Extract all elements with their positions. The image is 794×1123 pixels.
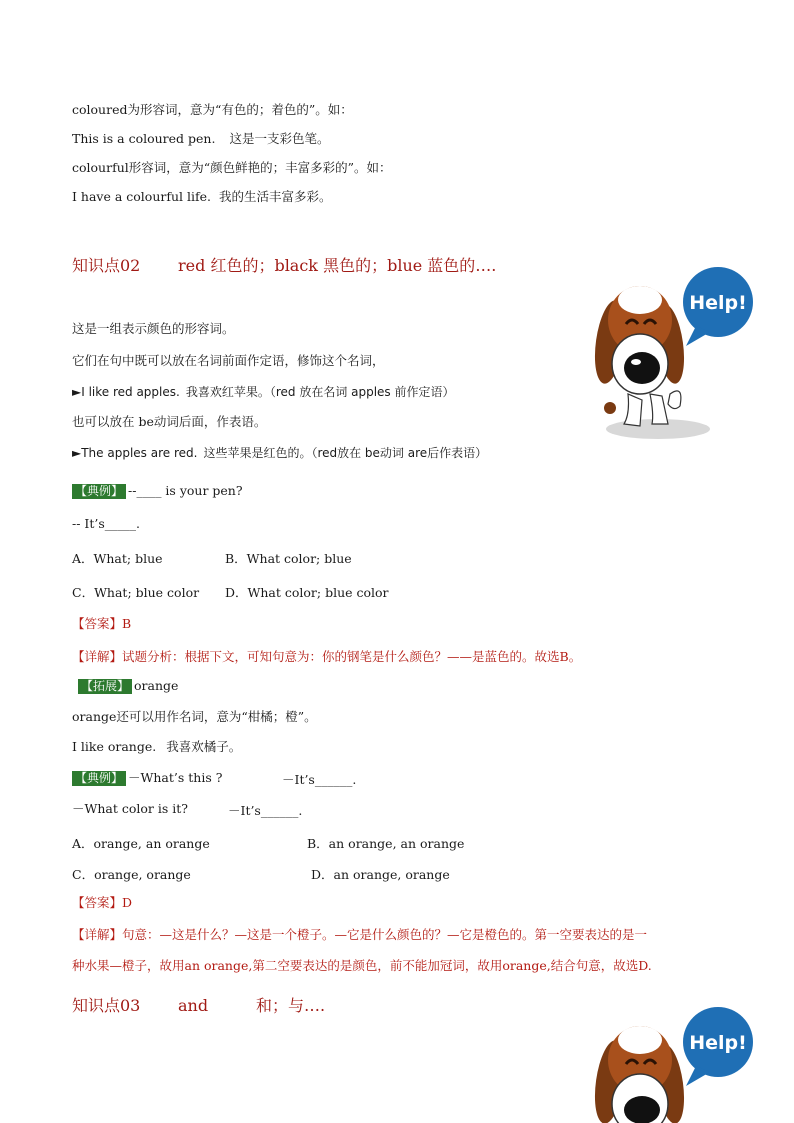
- option-b: B．What color; blue: [225, 551, 352, 566]
- help-bubble-text: Help!: [689, 292, 747, 314]
- option-a: A．What; blue: [72, 551, 163, 566]
- extension-line-1: orange还可以用作名词，意为“柑橘；橙”。: [72, 709, 317, 724]
- option-d: D．What color; blue color: [225, 585, 389, 600]
- extension-line-2: I like orange. 我喜欢橘子。: [72, 739, 242, 754]
- help-dog-illustration: [588, 264, 758, 444]
- example-2-answer: 【答案】D: [72, 895, 133, 910]
- example-sentence-2: ►The apples are red. 这些苹果是红色的。（red放在 be动词 are后作表语）: [72, 446, 488, 460]
- extension-heading: 【拓展】 orange: [72, 678, 178, 694]
- option-c: C．What; blue color: [72, 585, 200, 600]
- body-line-1: 这是一组表示颜色的形容词。: [72, 321, 235, 336]
- help-dog-illustration: [588, 1004, 758, 1123]
- example-2-reply-2: －It’s______.: [228, 803, 303, 818]
- option-c: C．orange, orange: [72, 867, 191, 882]
- intro-line-3: colourful形容词，意为“颜色鲜艳的；丰富多彩的”。如：: [72, 160, 392, 175]
- help-bubble-text: Help!: [689, 1032, 747, 1054]
- intro-line-2: This is a coloured pen. 这是一支彩色笔。: [72, 131, 330, 146]
- body-line-4: 也可以放在 be动词后面，作表语。: [72, 414, 267, 429]
- intro-line-4: I have a colourful life. 我的生活丰富多彩。: [72, 189, 332, 204]
- example-2-detail-1: 【详解】句意：—这是什么？—这是一个橙子。—它是什么颜色的？—它是橙色的。第一空要表达的是一: [72, 927, 648, 942]
- intro-line-1: coloured为形容词，意为“有色的；着色的”。如：: [72, 102, 353, 117]
- knowledge-point-03-heading: 知识点03 and 和；与….: [72, 996, 326, 1015]
- option-d: D．an orange, orange: [311, 867, 450, 882]
- extension-tag: 【拓展】: [78, 679, 132, 694]
- example-1-reply: -- It’s_____.: [72, 516, 140, 531]
- example-2-question-1: 【典例】 －What’s this ?: [72, 770, 222, 786]
- example-1-question: 【典例】 --____ is your pen?: [72, 483, 243, 499]
- example-sentence-1: ►I like red apples. 我喜欢红苹果。（red 放在名词 apples 前作定语）: [72, 385, 455, 399]
- example-1-detail: 【详解】试题分析：根据下文，可知句意为：你的钢笔是什么颜色？——是蓝色的。故选B。: [72, 649, 582, 664]
- example-2-detail-2: 种水果—橙子，故用an orange,第二空要表达的是颜色，前不能加冠词，故用orange,结合句意，故选D.: [72, 958, 652, 973]
- option-a: A．orange, an orange: [72, 836, 210, 851]
- example-2-reply-1: －It’s______.: [282, 772, 357, 787]
- body-line-2: 它们在句中既可以放在名词前面作定语，修饰这个名词，: [72, 353, 385, 368]
- example-2-question-2: －What color is it?: [72, 801, 188, 816]
- example-1-answer: 【答案】B: [72, 616, 132, 631]
- example-tag: 【典例】: [72, 771, 126, 786]
- option-b: B．an orange, an orange: [307, 836, 465, 851]
- example-tag: 【典例】: [72, 484, 126, 499]
- knowledge-point-02-heading: 知识点02 red 红色的；black 黑色的；blue 蓝色的….: [72, 256, 497, 275]
